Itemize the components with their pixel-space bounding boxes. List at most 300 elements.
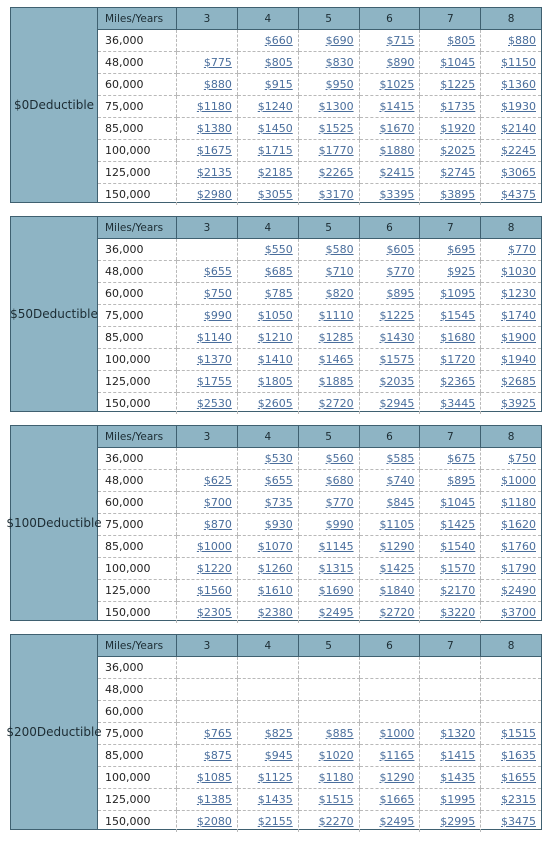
price-link[interactable]: $1545 xyxy=(440,309,476,322)
miles-cell: 36,000 xyxy=(98,657,177,679)
price-cell xyxy=(420,514,481,536)
price-link[interactable]: $1720 xyxy=(440,353,476,366)
price-link[interactable]: $770 xyxy=(325,496,354,509)
miles-cell: 85,000 xyxy=(98,536,177,558)
price-cell xyxy=(298,536,359,558)
price-link[interactable]: $1180 xyxy=(318,771,354,784)
price-link[interactable]: $2980 xyxy=(196,188,232,201)
price-link[interactable]: $3055 xyxy=(257,188,293,201)
rate-table xyxy=(98,426,541,623)
price-link[interactable]: $715 xyxy=(386,34,415,47)
price-link[interactable]: $655 xyxy=(264,474,293,487)
header-row xyxy=(98,217,541,239)
price-cell xyxy=(481,558,541,580)
price-link[interactable]: $2495 xyxy=(379,815,415,828)
price-link[interactable]: $1410 xyxy=(257,353,293,366)
price-link[interactable]: $805 xyxy=(264,56,293,69)
price-link[interactable]: $1680 xyxy=(440,331,476,344)
price-link[interactable]: $655 xyxy=(203,265,232,278)
price-link[interactable]: $1930 xyxy=(501,100,536,113)
price-link[interactable]: $1180 xyxy=(501,496,536,509)
price-cell xyxy=(420,305,481,327)
price-link[interactable]: $765 xyxy=(203,727,232,740)
price-cell xyxy=(177,745,238,767)
price-link[interactable]: $2745 xyxy=(440,166,476,179)
price-link[interactable]: $3220 xyxy=(440,606,476,619)
table-row xyxy=(98,261,541,283)
miles-cell: 75,000 xyxy=(98,723,177,745)
price-cell xyxy=(298,558,359,580)
price-link[interactable]: $1030 xyxy=(501,265,536,278)
miles-cell: 36,000 xyxy=(98,239,177,261)
price-cell xyxy=(420,140,481,162)
price-cell xyxy=(359,305,420,327)
miles-cell: 60,000 xyxy=(98,492,177,514)
price-link[interactable]: $930 xyxy=(264,518,293,531)
table-row xyxy=(98,789,541,811)
header-row xyxy=(98,635,541,657)
price-link[interactable]: $1290 xyxy=(379,540,415,553)
price-link[interactable]: $3700 xyxy=(501,606,536,619)
price-link[interactable]: $1670 xyxy=(379,122,415,135)
price-cell xyxy=(481,580,541,602)
price-link[interactable]: $845 xyxy=(386,496,415,509)
year-header: 7 xyxy=(420,217,481,239)
price-link[interactable]: $1415 xyxy=(440,749,476,762)
price-link[interactable]: $2270 xyxy=(318,815,354,828)
price-link[interactable]: $1145 xyxy=(318,540,354,553)
price-link[interactable]: $680 xyxy=(325,474,354,487)
rate-table xyxy=(98,217,541,414)
price-link[interactable]: $895 xyxy=(386,287,415,300)
price-cell xyxy=(481,448,541,470)
price-link[interactable]: $1735 xyxy=(440,100,476,113)
price-link[interactable]: $1790 xyxy=(501,562,536,575)
price-cell xyxy=(481,393,541,415)
price-link[interactable]: $1450 xyxy=(257,122,293,135)
year-header: 6 xyxy=(359,217,420,239)
table-row xyxy=(98,558,541,580)
miles-years-header: Miles/Years xyxy=(98,8,177,30)
price-link[interactable]: $2685 xyxy=(501,375,536,388)
price-link[interactable]: $3895 xyxy=(440,188,476,201)
price-link[interactable]: $2135 xyxy=(196,166,232,179)
deductible-amount: $200 xyxy=(6,724,37,739)
price-link[interactable]: $1360 xyxy=(501,78,536,91)
price-link[interactable]: $770 xyxy=(508,243,536,256)
price-cell xyxy=(420,239,481,261)
year-header: 5 xyxy=(298,635,359,657)
miles-cell: 150,000 xyxy=(105,188,151,201)
price-link[interactable]: $1740 xyxy=(501,309,536,322)
price-cell xyxy=(359,52,420,74)
deductible-label xyxy=(11,217,98,411)
price-link[interactable]: $3445 xyxy=(440,397,476,410)
price-cell xyxy=(481,767,541,789)
price-link[interactable]: $735 xyxy=(264,496,293,509)
miles-cell: 48,000 xyxy=(98,261,177,283)
price-link[interactable]: $1690 xyxy=(318,584,354,597)
price-cell xyxy=(481,371,541,393)
price-link[interactable]: $885 xyxy=(325,727,354,740)
price-link[interactable]: $2530 xyxy=(196,397,232,410)
price-link[interactable]: $690 xyxy=(325,34,354,47)
price-link[interactable]: $950 xyxy=(325,78,354,91)
price-cell xyxy=(237,30,298,52)
price-cell xyxy=(359,657,420,679)
price-link[interactable]: $1370 xyxy=(196,353,232,366)
price-link[interactable]: $2305 xyxy=(196,606,232,619)
price-link[interactable]: $530 xyxy=(264,452,293,465)
price-link[interactable]: $870 xyxy=(203,518,232,531)
price-link[interactable]: $675 xyxy=(447,452,476,465)
price-cell xyxy=(298,261,359,283)
price-link[interactable]: $1425 xyxy=(440,518,476,531)
price-cell xyxy=(420,74,481,96)
price-cell xyxy=(359,723,420,745)
table-row xyxy=(98,723,541,745)
price-cell xyxy=(481,162,541,184)
price-link[interactable]: $945 xyxy=(264,749,293,762)
price-link[interactable]: $2185 xyxy=(257,166,293,179)
price-link[interactable]: $1020 xyxy=(318,749,354,762)
price-cell xyxy=(237,745,298,767)
price-link[interactable]: $915 xyxy=(264,78,293,91)
price-link[interactable]: $1435 xyxy=(440,771,476,784)
price-link[interactable]: $1920 xyxy=(440,122,476,135)
price-link[interactable]: $1320 xyxy=(440,727,476,740)
price-cell xyxy=(359,327,420,349)
price-link[interactable]: $585 xyxy=(386,452,415,465)
price-cell xyxy=(298,470,359,492)
price-cell xyxy=(237,514,298,536)
price-link[interactable]: $1385 xyxy=(196,793,232,806)
price-link[interactable]: $2035 xyxy=(379,375,415,388)
price-link[interactable]: $1940 xyxy=(501,353,536,366)
price-link[interactable]: $1180 xyxy=(196,100,232,113)
price-link[interactable]: $2380 xyxy=(257,606,293,619)
price-link[interactable]: $1000 xyxy=(501,474,536,487)
price-link[interactable]: $1760 xyxy=(501,540,536,553)
price-cell xyxy=(481,283,541,305)
price-link[interactable]: $1575 xyxy=(379,353,415,366)
price-link[interactable]: $1425 xyxy=(379,562,415,575)
price-cell xyxy=(298,96,359,118)
price-link[interactable]: $1110 xyxy=(318,309,354,322)
year-header: 4 xyxy=(237,217,298,239)
price-link[interactable]: $2415 xyxy=(379,166,415,179)
price-cell xyxy=(359,448,420,470)
price-link[interactable]: $580 xyxy=(325,243,354,256)
price-link[interactable]: $685 xyxy=(264,265,293,278)
price-link[interactable]: $1210 xyxy=(257,331,293,344)
price-link[interactable]: $1540 xyxy=(440,540,476,553)
price-link[interactable]: $4375 xyxy=(501,188,536,201)
deductible-label xyxy=(6,635,102,829)
table-row xyxy=(98,118,541,140)
price-link[interactable]: $1290 xyxy=(379,771,415,784)
price-link[interactable]: $2720 xyxy=(379,606,415,619)
price-link[interactable]: $2245 xyxy=(501,144,536,157)
price-cell xyxy=(298,789,359,811)
price-link[interactable]: $1125 xyxy=(257,771,293,784)
price-link[interactable]: $1315 xyxy=(318,562,354,575)
price-cell xyxy=(420,327,481,349)
price-link[interactable]: $750 xyxy=(203,287,232,300)
price-link[interactable]: $605 xyxy=(386,243,415,256)
price-link[interactable]: $990 xyxy=(325,518,354,531)
price-link[interactable]: $1435 xyxy=(257,793,293,806)
price-link[interactable]: $1095 xyxy=(440,287,476,300)
price-link[interactable]: $550 xyxy=(264,243,293,256)
price-cell xyxy=(237,283,298,305)
price-cell xyxy=(237,118,298,140)
table-row xyxy=(98,602,541,624)
price-link[interactable]: $710 xyxy=(325,265,354,278)
price-cell xyxy=(177,789,238,811)
price-cell xyxy=(298,448,359,470)
price-link[interactable]: $1995 xyxy=(440,793,476,806)
price-link[interactable]: $1140 xyxy=(196,331,232,344)
price-link[interactable]: $1900 xyxy=(501,331,536,344)
price-link[interactable]: $1285 xyxy=(318,331,354,344)
table-row xyxy=(98,679,541,701)
table-row xyxy=(98,657,541,679)
price-link[interactable]: $1085 xyxy=(196,771,232,784)
price-cell xyxy=(177,514,238,536)
price-link[interactable]: $2265 xyxy=(318,166,354,179)
price-link[interactable]: $625 xyxy=(203,474,232,487)
price-cell xyxy=(481,679,541,701)
price-link[interactable]: $825 xyxy=(264,727,293,740)
price-link[interactable]: $880 xyxy=(203,78,232,91)
price-link[interactable]: $1465 xyxy=(318,353,354,366)
price-link[interactable]: $880 xyxy=(508,34,536,47)
price-link[interactable]: $1045 xyxy=(440,496,476,509)
price-link[interactable]: $1000 xyxy=(379,727,415,740)
price-link[interactable]: $1380 xyxy=(196,122,232,135)
price-link[interactable]: $830 xyxy=(325,56,354,69)
price-cell xyxy=(177,52,238,74)
price-cell xyxy=(420,723,481,745)
price-cell xyxy=(420,118,481,140)
price-link[interactable]: $2080 xyxy=(196,815,232,828)
price-cell xyxy=(237,470,298,492)
price-link[interactable]: $1560 xyxy=(196,584,232,597)
price-link[interactable]: $895 xyxy=(447,474,476,487)
price-cell xyxy=(177,184,238,206)
price-link[interactable]: $1610 xyxy=(257,584,293,597)
year-header: 3 xyxy=(177,635,238,657)
year-header: 8 xyxy=(481,635,541,657)
table-row xyxy=(98,52,541,74)
price-link[interactable]: $2490 xyxy=(501,584,536,597)
price-link[interactable]: $2365 xyxy=(440,375,476,388)
price-cell xyxy=(298,283,359,305)
price-link[interactable]: $1070 xyxy=(257,540,293,553)
price-link[interactable]: $1635 xyxy=(501,749,536,762)
price-cell xyxy=(177,580,238,602)
price-cell xyxy=(481,470,541,492)
price-link[interactable]: $3475 xyxy=(501,815,536,828)
price-cell xyxy=(481,118,541,140)
price-cell xyxy=(237,74,298,96)
miles-cell: 85,000 xyxy=(98,118,177,140)
price-link[interactable]: $1805 xyxy=(257,375,293,388)
price-link[interactable]: $1000 xyxy=(196,540,232,553)
miles-cell: 125,000 xyxy=(98,162,177,184)
price-link[interactable]: $3925 xyxy=(501,397,536,410)
price-cell xyxy=(237,492,298,514)
price-link[interactable]: $1025 xyxy=(379,78,415,91)
miles-cell: 85,000 xyxy=(98,327,177,349)
miles-cell: 48,000 xyxy=(98,679,177,701)
price-link[interactable]: $1840 xyxy=(379,584,415,597)
price-cell xyxy=(359,470,420,492)
price-cell xyxy=(177,536,238,558)
price-link[interactable]: $3170 xyxy=(318,188,354,201)
price-cell xyxy=(420,448,481,470)
price-link[interactable]: $1150 xyxy=(501,56,536,69)
table-row xyxy=(98,701,541,723)
price-link[interactable]: $1655 xyxy=(501,771,536,784)
price-link[interactable]: $1045 xyxy=(440,56,476,69)
price-link[interactable]: $1240 xyxy=(257,100,293,113)
price-link[interactable]: $1715 xyxy=(257,144,293,157)
price-link[interactable]: $1430 xyxy=(379,331,415,344)
price-cell xyxy=(298,657,359,679)
price-link[interactable]: $1165 xyxy=(379,749,415,762)
price-cell xyxy=(237,657,298,679)
price-link[interactable]: $1880 xyxy=(379,144,415,157)
price-link[interactable]: $805 xyxy=(447,34,476,47)
price-link[interactable]: $2140 xyxy=(501,122,536,135)
price-link[interactable]: $1230 xyxy=(501,287,536,300)
price-link[interactable]: $3395 xyxy=(379,188,415,201)
table-row xyxy=(98,162,541,184)
price-cell xyxy=(359,558,420,580)
year-header: 7 xyxy=(420,635,481,657)
price-link[interactable]: $750 xyxy=(508,452,536,465)
price-link[interactable]: $1220 xyxy=(196,562,232,575)
price-link[interactable]: $3065 xyxy=(501,166,536,179)
price-link[interactable]: $1525 xyxy=(318,122,354,135)
price-link[interactable]: $820 xyxy=(325,287,354,300)
price-link[interactable]: $740 xyxy=(386,474,415,487)
table-row xyxy=(98,239,541,261)
price-cell xyxy=(177,283,238,305)
price-cell xyxy=(177,393,238,415)
price-cell xyxy=(420,393,481,415)
price-link[interactable]: $890 xyxy=(386,56,415,69)
price-cell xyxy=(359,140,420,162)
price-link[interactable]: $695 xyxy=(447,243,476,256)
miles-cell: 100,000 xyxy=(98,349,177,371)
price-link[interactable]: $1260 xyxy=(257,562,293,575)
miles-cell: 150,000 xyxy=(105,815,151,828)
price-cell xyxy=(420,767,481,789)
price-cell xyxy=(298,393,359,415)
table-row xyxy=(98,74,541,96)
table-row xyxy=(98,140,541,162)
price-link[interactable]: $1225 xyxy=(440,78,476,91)
price-cell xyxy=(420,558,481,580)
price-cell xyxy=(298,602,359,624)
table-row xyxy=(98,184,541,206)
price-link[interactable]: $2025 xyxy=(440,144,476,157)
year-header: 7 xyxy=(420,8,481,30)
rate-table xyxy=(98,635,541,832)
price-link[interactable]: $1770 xyxy=(318,144,354,157)
price-link[interactable]: $1050 xyxy=(257,309,293,322)
price-cell xyxy=(177,327,238,349)
price-link[interactable]: $1515 xyxy=(318,793,354,806)
price-cell xyxy=(177,701,238,723)
table-row xyxy=(98,470,541,492)
price-cell xyxy=(177,723,238,745)
price-link[interactable]: $2315 xyxy=(501,793,536,806)
price-cell xyxy=(359,96,420,118)
price-link[interactable]: $2170 xyxy=(440,584,476,597)
price-cell xyxy=(298,239,359,261)
price-cell xyxy=(481,140,541,162)
price-cell xyxy=(237,239,298,261)
price-link[interactable]: $1105 xyxy=(379,518,415,531)
price-link[interactable]: $1665 xyxy=(379,793,415,806)
price-link[interactable]: $1675 xyxy=(196,144,232,157)
price-link[interactable]: $560 xyxy=(325,452,354,465)
price-link[interactable]: $925 xyxy=(447,265,476,278)
price-link[interactable]: $785 xyxy=(264,287,293,300)
price-cell xyxy=(298,514,359,536)
price-cell xyxy=(359,261,420,283)
price-cell xyxy=(237,723,298,745)
price-cell xyxy=(177,470,238,492)
price-link[interactable]: $1225 xyxy=(379,309,415,322)
price-link[interactable]: $1415 xyxy=(379,100,415,113)
price-link[interactable]: $700 xyxy=(203,496,232,509)
price-cell xyxy=(481,536,541,558)
price-link[interactable]: $1885 xyxy=(318,375,354,388)
price-cell xyxy=(237,558,298,580)
year-header: 8 xyxy=(481,8,541,30)
price-link[interactable]: $2945 xyxy=(379,397,415,410)
price-link[interactable]: $660 xyxy=(264,34,293,47)
price-link[interactable]: $1300 xyxy=(318,100,354,113)
price-link[interactable]: $875 xyxy=(203,749,232,762)
price-link[interactable]: $770 xyxy=(386,265,415,278)
price-cell xyxy=(481,239,541,261)
price-link[interactable]: $2605 xyxy=(257,397,293,410)
price-cell xyxy=(359,239,420,261)
price-cell xyxy=(298,52,359,74)
deductible-text: Deductible xyxy=(36,515,102,530)
price-link[interactable]: $1570 xyxy=(440,562,476,575)
price-link[interactable]: $2720 xyxy=(318,397,354,410)
price-link[interactable]: $1620 xyxy=(501,518,536,531)
price-link[interactable]: $775 xyxy=(203,56,232,69)
price-cell xyxy=(420,789,481,811)
price-link[interactable]: $1515 xyxy=(501,727,536,740)
price-link[interactable]: $990 xyxy=(203,309,232,322)
year-header: 6 xyxy=(359,635,420,657)
price-cell xyxy=(177,305,238,327)
price-link[interactable]: $2495 xyxy=(318,606,354,619)
price-link[interactable]: $2155 xyxy=(257,815,293,828)
price-link[interactable]: $1755 xyxy=(196,375,232,388)
miles-cell: 125,000 xyxy=(98,580,177,602)
price-link[interactable]: $2995 xyxy=(440,815,476,828)
